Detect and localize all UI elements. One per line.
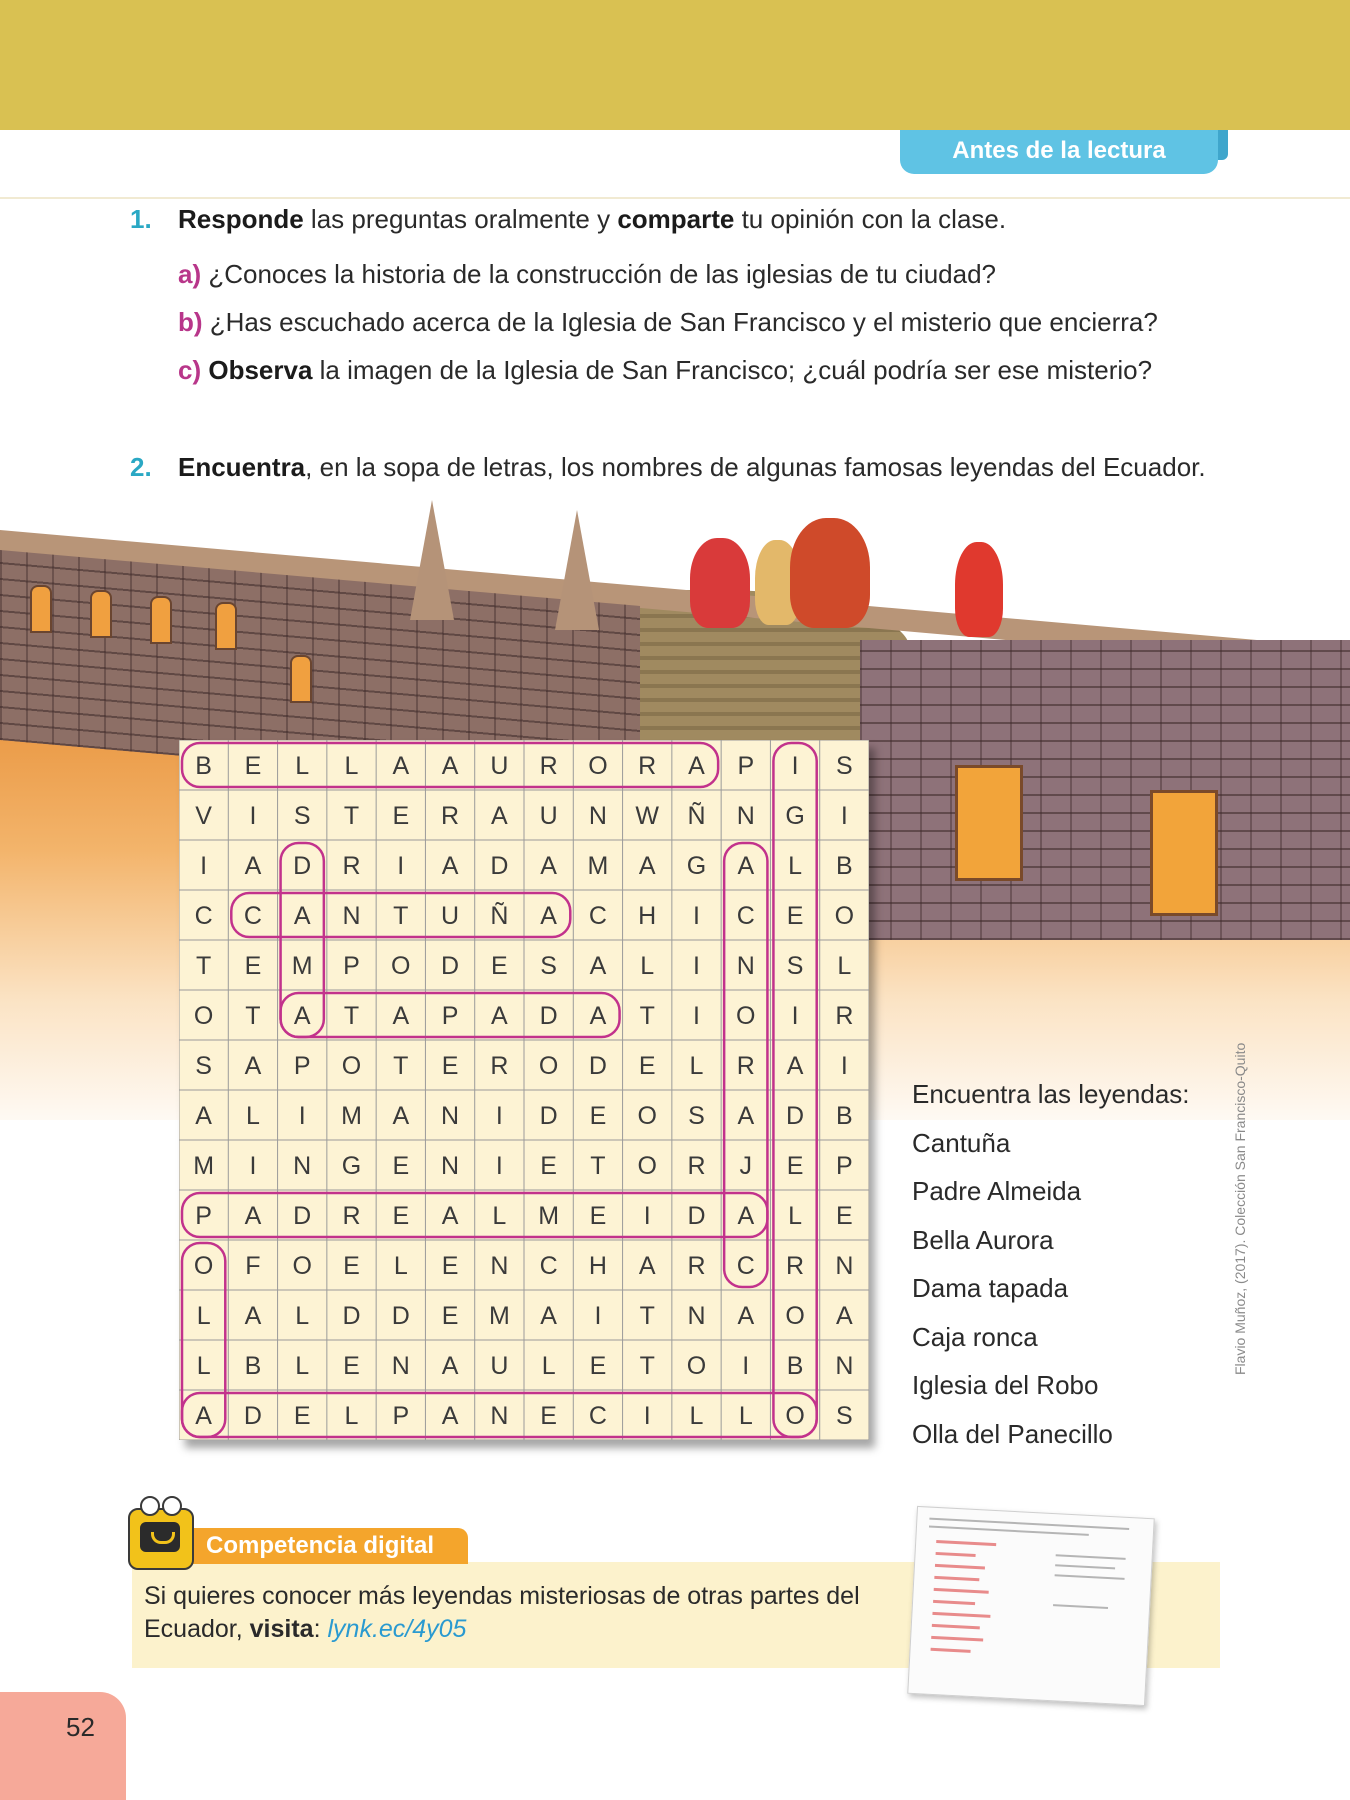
grid-letter[interactable]: A	[392, 752, 410, 780]
grid-letter[interactable]: L	[640, 952, 655, 980]
grid-letter[interactable]: R	[687, 1252, 706, 1280]
top-color-band	[0, 0, 1350, 130]
legend-item: Iglesia del Robo	[912, 1370, 1099, 1400]
grid-letter[interactable]: N	[293, 1152, 312, 1180]
divider	[0, 197, 1350, 199]
thumb-line	[1056, 1554, 1126, 1560]
grid-letter[interactable]: T	[343, 802, 360, 830]
grid-letter[interactable]: M	[538, 1202, 560, 1230]
grid-letter[interactable]: A	[638, 1252, 656, 1280]
legend-item: Caja ronca	[912, 1321, 1038, 1352]
grid-letter[interactable]: T	[245, 1002, 261, 1030]
grid-letter[interactable]: D	[588, 1052, 607, 1080]
grid-letter[interactable]: D	[539, 1102, 558, 1130]
grid-letter[interactable]: E	[540, 1152, 557, 1180]
grid-letter[interactable]: U	[441, 902, 460, 930]
thumb-line	[932, 1624, 980, 1630]
grid-letter[interactable]: R	[539, 752, 558, 780]
grid-letter[interactable]: L	[295, 1352, 310, 1380]
grid-letter[interactable]: U	[490, 752, 509, 780]
grid-letter[interactable]: A	[540, 1302, 557, 1330]
grid-letter[interactable]: R	[687, 1152, 706, 1180]
grid-letter[interactable]: L	[196, 1352, 211, 1380]
grid-letter[interactable]: I	[643, 1402, 651, 1430]
grid-letter[interactable]: L	[245, 1102, 260, 1130]
grid-letter[interactable]: P	[441, 1002, 459, 1030]
grid-letter[interactable]: A	[441, 1202, 459, 1230]
thumb-line	[1053, 1604, 1108, 1609]
grid-letter[interactable]: E	[343, 1252, 360, 1280]
thumb-line	[931, 1648, 971, 1653]
legends-title: Encuentra las leyendas:	[912, 1079, 1190, 1109]
right-wall	[860, 640, 1350, 940]
item-text: ¿Has escuchado acerca de la Iglesia de San Francisco y el misterio que encierra?	[202, 307, 1158, 337]
grid-letter[interactable]: H	[588, 1252, 607, 1280]
grid-letter[interactable]: E	[491, 952, 508, 980]
grid-letter[interactable]: A	[195, 1102, 212, 1130]
grid-letter[interactable]: N	[835, 1252, 854, 1280]
grid-letter[interactable]: E	[638, 1052, 656, 1080]
grid-letter[interactable]: O	[588, 752, 608, 780]
grid-letter[interactable]: A	[737, 1102, 755, 1130]
grid-letter[interactable]: N	[490, 1252, 509, 1280]
grid-letter[interactable]: M	[341, 1102, 362, 1130]
grid-letter[interactable]: L	[689, 1052, 704, 1080]
grid-letter[interactable]: N	[391, 1352, 410, 1380]
grid-letter[interactable]: E	[343, 1352, 360, 1380]
grid-letter[interactable]: O	[193, 1252, 214, 1280]
question-1c	[178, 355, 1152, 386]
grid-letter[interactable]: G	[686, 852, 707, 880]
question-2	[130, 452, 1206, 483]
grid-letter[interactable]: A	[244, 1302, 262, 1330]
grid-letter[interactable]: A	[244, 1202, 262, 1230]
grid-letter[interactable]: P	[195, 1202, 212, 1230]
grid-letter[interactable]: T	[393, 902, 409, 930]
grid-letter[interactable]: E	[244, 952, 262, 980]
grid-letter[interactable]: S	[836, 752, 853, 780]
grid-letter[interactable]: O	[785, 1302, 805, 1330]
grid-letter[interactable]: B	[244, 1352, 262, 1380]
section-tab: Antes de la lectura	[900, 130, 1218, 174]
grid-letter[interactable]: A	[589, 1002, 607, 1030]
grid-letter[interactable]: E	[392, 802, 410, 830]
word-search-grid	[179, 740, 869, 1440]
grid-letter[interactable]: T	[639, 1302, 655, 1330]
question-text: las preguntas oralmente y	[303, 204, 618, 234]
grid-letter[interactable]: R	[441, 802, 460, 830]
grid-letter[interactable]: E	[836, 1202, 853, 1230]
grid-letter[interactable]: D	[243, 1402, 262, 1430]
grid-letter[interactable]: R	[835, 1002, 854, 1030]
grid-letter[interactable]: G	[341, 1152, 362, 1180]
photo-credit: Flavio Muñoz, (2017). Colección San Francisco-Quito	[1232, 1042, 1248, 1375]
question-verb: Responde	[178, 204, 304, 234]
grid-letter[interactable]: D	[441, 952, 460, 980]
grid-letter[interactable]: D	[293, 852, 312, 880]
grid-letter[interactable]: B	[786, 1352, 804, 1380]
grid-letter[interactable]: S	[293, 802, 311, 830]
grid-letter[interactable]: I	[397, 852, 405, 880]
question-number: 2.	[130, 452, 152, 482]
legend-item: Padre Almeida	[912, 1176, 1082, 1206]
window	[90, 590, 112, 638]
grid-letter[interactable]: I	[249, 802, 257, 830]
thumb-line	[1055, 1564, 1115, 1569]
grid-letter[interactable]: A	[441, 1402, 459, 1430]
grid-letter[interactable]: N	[736, 952, 755, 980]
grid-letter[interactable]: A	[737, 1302, 755, 1330]
grid-letter[interactable]: C	[194, 902, 213, 930]
robot-eye	[140, 1496, 160, 1516]
grid-letter[interactable]: M	[488, 1302, 510, 1330]
window	[215, 602, 237, 650]
thumb-line	[933, 1600, 975, 1605]
resource-link[interactable]: lynk.ec/4y05	[327, 1615, 467, 1643]
grid-letter[interactable]: L	[393, 1252, 408, 1280]
grid-letter[interactable]: A	[540, 902, 557, 930]
grid-letter[interactable]: I	[840, 1052, 848, 1080]
grid-letter[interactable]: I	[693, 1002, 700, 1030]
thumb-line	[936, 1552, 976, 1557]
grid-letter[interactable]: L	[788, 852, 803, 880]
grid-letter[interactable]: I	[791, 1002, 799, 1030]
grid-letter[interactable]: E	[786, 1152, 804, 1180]
grid-letter[interactable]: M	[587, 852, 609, 880]
legend-item: Olla del Panecillo	[912, 1418, 1113, 1449]
page-number: 52	[66, 1712, 95, 1742]
grid-letter[interactable]: A	[491, 802, 508, 830]
grid-letter[interactable]: R	[736, 1052, 755, 1080]
item-text: ¿Conoces la historia de la construcción de las iglesias de tu ciudad?	[201, 259, 997, 289]
grid-letter[interactable]: I	[495, 1102, 503, 1130]
item-letter: b)	[178, 307, 203, 337]
grid-letter[interactable]: A	[392, 1102, 410, 1130]
grid-letter[interactable]: L	[738, 1402, 753, 1430]
grid-letter[interactable]: P	[836, 1152, 853, 1180]
grid-letter[interactable]: A	[589, 952, 607, 980]
grid-letter[interactable]: A	[293, 1002, 311, 1030]
thumb-line	[934, 1576, 979, 1581]
grid-letter[interactable]: H	[638, 902, 657, 930]
grid-letter[interactable]: O	[686, 1352, 707, 1380]
robot-eye	[162, 1496, 182, 1516]
grid-letter[interactable]: D	[539, 1002, 558, 1030]
grid-letter[interactable]: C	[539, 1252, 558, 1280]
thumb-line	[932, 1612, 990, 1618]
grid-letter[interactable]: Ñ	[687, 802, 706, 830]
grid-letter[interactable]: L	[295, 752, 310, 780]
grid-letter[interactable]: T	[393, 1052, 409, 1080]
grid-letter[interactable]: O	[193, 1002, 214, 1030]
grid-letter[interactable]: A	[195, 1402, 212, 1430]
grid-letter[interactable]: A	[491, 1002, 508, 1030]
window	[30, 585, 52, 633]
grid-letter[interactable]: L	[837, 952, 852, 980]
grid-letter[interactable]: O	[736, 1002, 756, 1030]
grid-letter[interactable]: E	[589, 1102, 607, 1130]
grid-letter[interactable]: A	[441, 852, 459, 880]
grid-letter[interactable]: E	[441, 1052, 459, 1080]
grid-letter[interactable]: I	[298, 1102, 306, 1130]
grid-letter[interactable]: O	[538, 1052, 559, 1080]
grid-letter[interactable]: T	[590, 1152, 606, 1180]
grid-letter[interactable]: T	[639, 1352, 655, 1380]
grid-letter[interactable]: A	[244, 852, 262, 880]
question-1a	[178, 259, 996, 290]
grid-letter[interactable]: O	[637, 1152, 657, 1180]
grid-letter[interactable]: I	[495, 1152, 503, 1180]
grid-letter[interactable]: E	[293, 1402, 311, 1430]
grid-letter[interactable]: I	[693, 952, 700, 980]
digital-text-line	[144, 1613, 860, 1646]
grid-letter[interactable]: L	[196, 1302, 211, 1330]
grid-letter[interactable]: A	[836, 1302, 853, 1330]
question-text: tu opinión con la clase.	[734, 204, 1007, 234]
grid-letter[interactable]: R	[786, 1252, 805, 1280]
grid-letter[interactable]: B	[836, 1102, 853, 1130]
grid-letter[interactable]: I	[643, 1202, 651, 1230]
grid-letter[interactable]: I	[200, 852, 208, 880]
grid-letter[interactable]: C	[736, 1252, 755, 1280]
grid-letter[interactable]: O	[391, 952, 411, 980]
grid-letter[interactable]: N	[835, 1352, 854, 1380]
grid-letter[interactable]: L	[689, 1402, 704, 1430]
grid-letter[interactable]: D	[687, 1202, 706, 1230]
thumb-line	[935, 1564, 985, 1570]
grid-letter[interactable]: N	[687, 1302, 706, 1330]
item-letter: c)	[178, 355, 202, 385]
item-verb: Observa	[201, 355, 313, 385]
grid-letter[interactable]: A	[293, 902, 311, 930]
grid-letter[interactable]: N	[441, 1152, 460, 1180]
grid-letter[interactable]: C	[588, 1402, 607, 1430]
grid-letter[interactable]: R	[638, 752, 657, 780]
grid-letter[interactable]: O	[785, 1402, 805, 1430]
page-number-tab	[0, 1692, 126, 1800]
grid-letter[interactable]: A	[441, 752, 459, 780]
grid-letter[interactable]: P	[343, 952, 360, 980]
thumb-line	[934, 1588, 989, 1594]
robot-face	[140, 1522, 180, 1552]
visit-label: visita	[249, 1615, 314, 1643]
grid-letter[interactable]: A	[441, 1352, 459, 1380]
grid-letter[interactable]: L	[492, 1202, 507, 1230]
grid-letter[interactable]: F	[245, 1252, 261, 1280]
grid-letter[interactable]: I	[249, 1152, 257, 1180]
question-verb: comparte	[617, 204, 735, 234]
question-1	[130, 204, 1006, 235]
grid-letter[interactable]: Ñ	[490, 902, 509, 930]
legend-item: Bella Aurora	[912, 1224, 1054, 1255]
legends-list	[912, 1070, 1190, 1458]
door	[955, 765, 1023, 881]
grid-letter[interactable]: D	[490, 852, 509, 880]
grid-letter[interactable]: I	[840, 802, 848, 830]
grid-letter[interactable]: I	[742, 1352, 750, 1380]
tower-spire	[410, 500, 454, 620]
grid-letter[interactable]: N	[588, 802, 607, 830]
grid-letter[interactable]: O	[341, 1052, 362, 1080]
grid-letter[interactable]: E	[589, 1352, 607, 1380]
question-1b	[178, 307, 1158, 338]
grid-letter[interactable]: C	[243, 902, 262, 930]
grid-letter[interactable]: L	[788, 1202, 803, 1230]
grid-letter[interactable]: P	[737, 752, 755, 780]
grid-letter[interactable]: P	[392, 1402, 410, 1430]
digital-competence-text	[144, 1580, 860, 1646]
grid-letter[interactable]: E	[540, 1402, 557, 1430]
item-letter: a)	[178, 259, 202, 289]
grid-letter[interactable]: D	[342, 1302, 361, 1330]
grid-letter[interactable]: N	[736, 802, 755, 830]
grid-letter[interactable]: I	[693, 902, 700, 930]
legend-item: Cantuña	[912, 1127, 1011, 1158]
grid-letter[interactable]: S	[786, 952, 804, 980]
grid-letter[interactable]: R	[342, 1202, 361, 1230]
grid-letter[interactable]: N	[490, 1402, 509, 1430]
thumb-line	[1055, 1574, 1125, 1580]
question-verb: Encuentra	[178, 452, 306, 482]
grid-letter[interactable]: E	[441, 1302, 459, 1330]
grid-letter[interactable]: A	[786, 1052, 804, 1080]
grid-letter[interactable]: S	[195, 1052, 212, 1080]
digital-text-line: Si quieres conocer más leyendas misteriosas de otras partes del	[144, 1582, 860, 1610]
grid-letter[interactable]: A	[392, 1002, 410, 1030]
grid-letter[interactable]: L	[344, 1402, 359, 1430]
grid-letter[interactable]: T	[639, 1002, 655, 1030]
grid-letter[interactable]: D	[391, 1302, 410, 1330]
digital-text: :	[313, 1615, 328, 1643]
grid-letter[interactable]: O	[834, 902, 855, 930]
thumb-line	[929, 1526, 1089, 1536]
grid-letter[interactable]: N	[342, 902, 361, 930]
grid-letter[interactable]: G	[785, 802, 805, 830]
digital-text: Ecuador,	[144, 1615, 250, 1643]
grid-letter[interactable]: O	[292, 1252, 312, 1280]
devil-figure	[955, 542, 1003, 637]
grid-letter[interactable]: B	[195, 752, 212, 780]
grid-letter[interactable]: A	[737, 1202, 755, 1230]
grid-letter[interactable]: D	[293, 1202, 312, 1230]
grid-letter[interactable]: D	[786, 1102, 805, 1130]
grid-letter[interactable]: I	[791, 752, 799, 780]
grid-letter[interactable]: A	[688, 752, 705, 780]
door	[1150, 790, 1218, 916]
grid-letter[interactable]: C	[588, 902, 607, 930]
grid-letter[interactable]: E	[392, 1152, 410, 1180]
devil-figure	[690, 538, 750, 628]
grid-letter[interactable]: V	[195, 802, 212, 830]
grid-letter[interactable]: L	[295, 1302, 310, 1330]
thumb-line	[936, 1540, 996, 1546]
grid-letter[interactable]: A	[540, 852, 557, 880]
figure	[790, 518, 870, 628]
grid-letter[interactable]: U	[539, 802, 558, 830]
grid-letter[interactable]: I	[594, 1302, 602, 1330]
grid-letter[interactable]: M	[193, 1152, 215, 1180]
digital-competence-title: Competencia digital	[176, 1528, 468, 1564]
document-thumbnail	[907, 1506, 1155, 1706]
grid-letter[interactable]: C	[736, 902, 755, 930]
word-search	[179, 740, 869, 1440]
grid-letter[interactable]: E	[392, 1202, 410, 1230]
window	[290, 655, 312, 703]
grid-letter[interactable]: E	[589, 1202, 607, 1230]
grid-letter[interactable]: T	[196, 952, 212, 980]
grid-letter[interactable]: E	[441, 1252, 459, 1280]
grid-letter[interactable]: S	[540, 952, 557, 980]
tower-spire	[555, 510, 599, 630]
grid-letter[interactable]: S	[688, 1102, 705, 1130]
grid-letter[interactable]: L	[541, 1352, 556, 1380]
grid-letter[interactable]: T	[343, 1002, 360, 1030]
grid-letter[interactable]: L	[344, 752, 359, 780]
item-text: la imagen de la Iglesia de San Francisco; ¿cuál podría ser ese misterio?	[312, 355, 1153, 385]
grid-letter[interactable]: S	[836, 1402, 853, 1430]
robot-mascot-icon	[128, 1508, 194, 1570]
legend-item: Dama tapada	[912, 1273, 1069, 1303]
grid-letter[interactable]: E	[244, 752, 262, 780]
grid-letter[interactable]: J	[739, 1152, 753, 1180]
grid-letter[interactable]: A	[737, 852, 755, 880]
grid-letter[interactable]: B	[836, 852, 853, 880]
grid-letter[interactable]: M	[291, 952, 313, 980]
grid-letter[interactable]: E	[786, 902, 804, 930]
grid-letter[interactable]: N	[441, 1102, 460, 1130]
grid-letter[interactable]: P	[293, 1052, 311, 1080]
thumb-line	[931, 1636, 983, 1642]
question-number: 1.	[130, 204, 152, 234]
grid-letter[interactable]: R	[490, 1052, 509, 1080]
grid-letter[interactable]: R	[342, 852, 361, 880]
grid-letter[interactable]: U	[490, 1352, 509, 1380]
grid-letter[interactable]: W	[635, 802, 660, 830]
question-text: , en la sopa de letras, los nombres de algunas famosas leyendas del Ecuador.	[305, 452, 1206, 482]
window	[150, 596, 172, 644]
grid-letter[interactable]: A	[638, 852, 656, 880]
grid-letter[interactable]: O	[637, 1102, 657, 1130]
grid-letter[interactable]: A	[244, 1052, 262, 1080]
